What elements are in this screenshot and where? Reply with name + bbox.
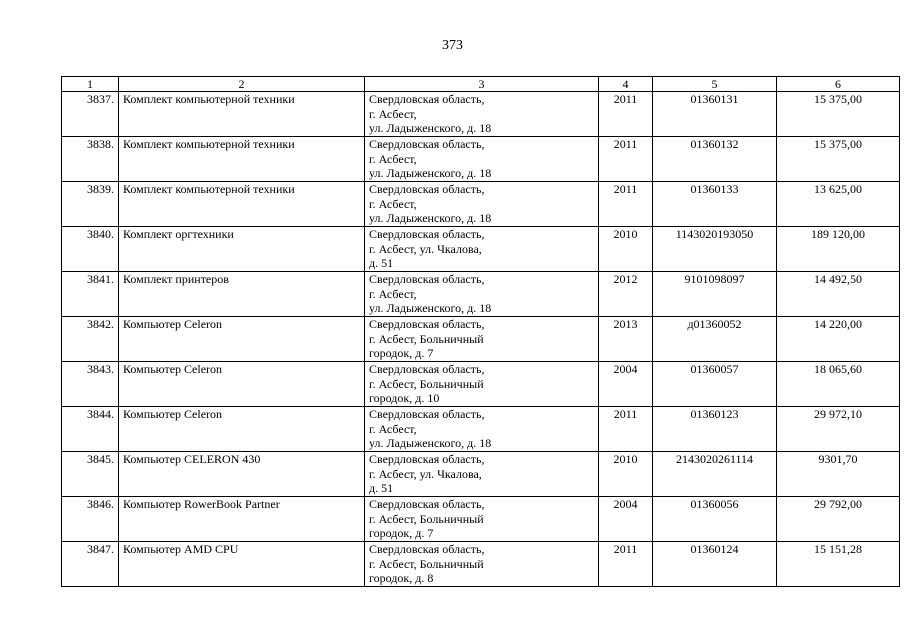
row-number-cell: 3846. [62, 497, 119, 542]
address-line: г. Асбест, [369, 106, 417, 121]
property-registry-table [61, 76, 900, 587]
address-line: Свердловская область, [369, 362, 485, 376]
address-line: городок, д. 7 [369, 346, 434, 360]
address-cell [365, 317, 599, 362]
cost-cell: 15 375,00 [777, 137, 900, 182]
address-line: Свердловская область, [369, 407, 485, 421]
year-cell: 2013 [599, 317, 653, 362]
inventory-number-cell: 01360123 [653, 407, 777, 452]
column-header: 1 [62, 77, 119, 92]
item-name-cell: Комплект компьютерной техники [119, 182, 365, 227]
item-name-cell: Комплект принтеров [119, 272, 365, 317]
table-row [62, 182, 900, 227]
row-number-cell: 3847. [62, 542, 119, 587]
address-line: г. Асбест, Больничный [369, 376, 484, 391]
table-row [62, 137, 900, 182]
address-cell [365, 182, 599, 227]
column-header: 2 [119, 77, 365, 92]
row-number-cell: 3838. [62, 137, 119, 182]
cost-cell: 29 792,00 [777, 497, 900, 542]
address-line: г. Асбест, [369, 421, 417, 436]
address-line: г. Асбест, ул. Чкалова, [369, 241, 482, 256]
row-number-cell: 3842. [62, 317, 119, 362]
year-cell: 2004 [599, 497, 653, 542]
inventory-number-cell: 2143020261114 [653, 452, 777, 497]
address-cell [365, 227, 599, 272]
column-header: 3 [365, 77, 599, 92]
inventory-number-cell: 01360124 [653, 542, 777, 587]
address-line: городок, д. 7 [369, 526, 434, 540]
row-number-cell: 3840. [62, 227, 119, 272]
item-name-cell: Компьютер Celeron [119, 362, 365, 407]
address-line: ул. Ладыженского, д. 18 [369, 166, 492, 180]
table-row [62, 542, 900, 587]
year-cell: 2011 [599, 182, 653, 227]
inventory-number-cell: 01360132 [653, 137, 777, 182]
address-line: ул. Ладыженского, д. 18 [369, 121, 492, 135]
item-name-cell: Компьютер RowerBook Partner [119, 497, 365, 542]
address-line: Свердловская область, [369, 272, 485, 286]
row-number-cell: 3843. [62, 362, 119, 407]
cost-cell: 29 972,10 [777, 407, 900, 452]
table-row [62, 317, 900, 362]
cost-cell: 14 492,50 [777, 272, 900, 317]
address-line: ул. Ладыженского, д. 18 [369, 436, 492, 450]
table-row [62, 497, 900, 542]
row-number-cell: 3845. [62, 452, 119, 497]
address-line: д. 51 [369, 481, 394, 495]
address-cell [365, 137, 599, 182]
item-name-cell: Компьютер CELERON 430 [119, 452, 365, 497]
page-number: 373 [442, 38, 463, 53]
year-cell: 2011 [599, 92, 653, 137]
table-row [62, 407, 900, 452]
cost-cell: 14 220,00 [777, 317, 900, 362]
item-name-cell: Компьютер AMD CPU [119, 542, 365, 587]
cost-cell: 189 120,00 [777, 227, 900, 272]
inventory-number-cell: д01360052 [653, 317, 777, 362]
address-line: Свердловская область, [369, 317, 485, 331]
address-line: г. Асбест, ул. Чкалова, [369, 466, 482, 481]
address-line: г. Асбест, [369, 151, 417, 166]
address-line: г. Асбест, Больничный [369, 556, 484, 571]
table-row [62, 92, 900, 137]
inventory-number-cell: 01360057 [653, 362, 777, 407]
address-line: Свердловская область, [369, 137, 485, 151]
inventory-number-cell: 01360131 [653, 92, 777, 137]
year-cell: 2010 [599, 452, 653, 497]
address-line: Свердловская область, [369, 92, 485, 106]
address-line: городок, д. 10 [369, 391, 440, 405]
address-cell [365, 272, 599, 317]
inventory-number-cell: 1143020193050 [653, 227, 777, 272]
year-cell: 2012 [599, 272, 653, 317]
table-header-row [62, 77, 900, 92]
item-name-cell: Компьютер Celeron [119, 317, 365, 362]
year-cell: 2011 [599, 542, 653, 587]
year-cell: 2010 [599, 227, 653, 272]
address-line: Свердловская область, [369, 452, 485, 466]
item-name-cell: Комплект компьютерной техники [119, 92, 365, 137]
address-cell [365, 542, 599, 587]
address-line: ул. Ладыженского, д. 18 [369, 211, 492, 225]
address-line: г. Асбест, [369, 196, 417, 211]
column-header: 5 [653, 77, 777, 92]
table-body [62, 92, 900, 587]
table-row [62, 272, 900, 317]
table-row [62, 452, 900, 497]
address-line: г. Асбест, [369, 286, 417, 301]
item-name-cell: Комплект оргтехники [119, 227, 365, 272]
year-cell: 2004 [599, 362, 653, 407]
address-line: ул. Ладыженского, д. 18 [369, 301, 492, 315]
address-line: Свердловская область, [369, 227, 485, 241]
row-number-cell: 3841. [62, 272, 119, 317]
cost-cell: 15 375,00 [777, 92, 900, 137]
table-row [62, 362, 900, 407]
year-cell: 2011 [599, 407, 653, 452]
table-row [62, 227, 900, 272]
address-cell [365, 452, 599, 497]
cost-cell: 13 625,00 [777, 182, 900, 227]
address-line: городок, д. 8 [369, 571, 434, 585]
address-cell [365, 362, 599, 407]
address-cell [365, 407, 599, 452]
address-line: Свердловская область, [369, 542, 485, 556]
cost-cell: 9301,70 [777, 452, 900, 497]
inventory-number-cell: 01360056 [653, 497, 777, 542]
address-cell [365, 92, 599, 137]
address-cell [365, 497, 599, 542]
column-header: 6 [777, 77, 900, 92]
address-line: г. Асбест, Больничный [369, 331, 484, 346]
address-line: Свердловская область, [369, 497, 485, 511]
row-number-cell: 3839. [62, 182, 119, 227]
item-name-cell: Комплект компьютерной техники [119, 137, 365, 182]
address-line: д. 51 [369, 256, 394, 270]
cost-cell: 15 151,28 [777, 542, 900, 587]
row-number-cell: 3837. [62, 92, 119, 137]
cost-cell: 18 065,60 [777, 362, 900, 407]
year-cell: 2011 [599, 137, 653, 182]
inventory-number-cell: 9101098097 [653, 272, 777, 317]
address-line: Свердловская область, [369, 182, 485, 196]
item-name-cell: Компьютер Celeron [119, 407, 365, 452]
inventory-number-cell: 01360133 [653, 182, 777, 227]
address-line: г. Асбест, Больничный [369, 511, 484, 526]
row-number-cell: 3844. [62, 407, 119, 452]
column-header: 4 [599, 77, 653, 92]
